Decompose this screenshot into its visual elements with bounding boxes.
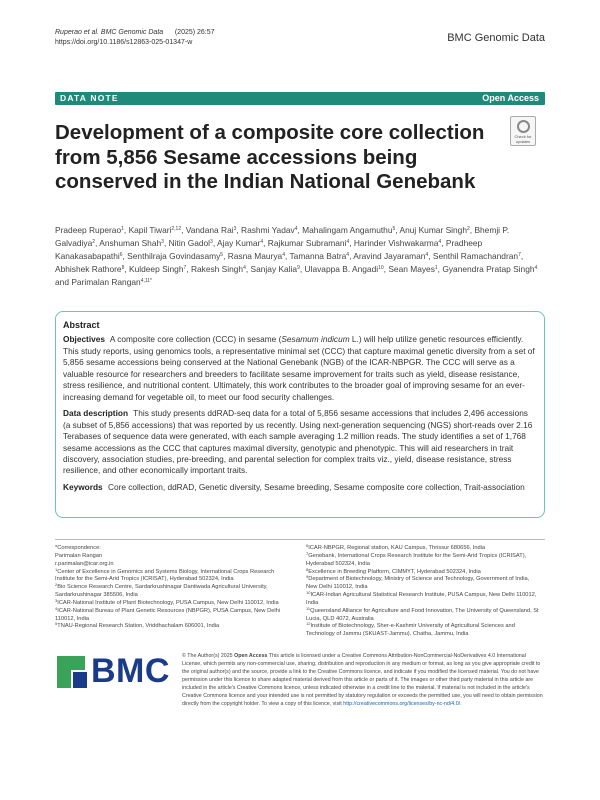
affiliation-note: $^6$ICAR-NBPGR, Regional station, KAU Campus, Thrissur 680656, India [306,543,486,551]
author-name[interactable]: Rashmi Yadav$^4$ [241,225,298,235]
objectives-text-pre: A composite core collection (CCC) in sesame ( [109,334,282,345]
author-name[interactable]: Ajay Kumar$^4$ [217,238,264,249]
author-affiliation-marker: 2 [467,226,470,232]
affiliation-note: $^8$Excellence in Breeding Platform, CIMMYT, Hyderabad 502324, India [306,566,481,575]
abstract-heading: Abstract [63,320,100,330]
affiliations-left-column [55,545,290,631]
author-affiliation-marker: 4 [438,239,442,246]
affiliation-note: $^9$Department of Biotechnology, Ministry of Science and Technology, Government of India, New Delhi 110012, India [306,574,530,591]
affiliation-number: 4 [55,605,58,611]
affiliation-note: $^4$ICAR-National Bureau of Plant Genetic Resources (NBPGR), PUSA Campus, New Delhi 110012, India [55,605,281,622]
affiliation-number: 10 [306,590,311,596]
check-updates-line2: updates [515,139,531,144]
license-link[interactable]: http://creativecommons.org/licenses/by-nc-nd/4.0/. [343,700,462,707]
footnote-divider [55,539,545,540]
affiliation-note: $^3$ICAR-National Institute of Plant Biotechnology, PUSA Campus, New Delhi 110012, India [55,597,279,606]
author-affiliation-marker: 5 [392,226,396,232]
author-affiliation-marker: 5 [220,252,224,259]
author-name[interactable]: Kapil Tiwari$^{2,12}$ [128,225,182,235]
author-name[interactable]: Abhishek Rathore$^8$ [55,264,125,275]
author-affiliation-marker: 1 [434,265,438,272]
affiliation-number: 8 [306,566,309,572]
bmc-logo-text: BMC [91,652,170,690]
check-for-updates-badge[interactable] [510,116,536,146]
affiliation-note: $^{12}$Institute of Biotechnology, Sher-e-Kashmir University of Agricultural Sciences and Technology of Jammu (SKUAST-Jammu), Chatha, Jammu, India [306,621,515,638]
keywords-text: Core collection, ddRAD, Genetic diversity, Sesame breeding, Sesame composite core collection, Trait-association [107,481,525,492]
objectives-label: Objectives [63,334,105,345]
author-name[interactable]: Sanjay Kalia$^9$ [250,264,300,275]
license-body: This article is licensed under a Creative Commons Attribution-NonCommercial-NoDerivatives 4.0 International License, which permits any non-commercial use, sharing, distribution and reproduction in any medium or format, as long as you give appropriate credit to the original author(s) and the source, provide a link to the Creative Commons licence, and indicate if you modified the licensed material. You do not have permission under this licence to share adapted material derived from this article or parts of it. The images or other third party material in this article are included in the article's Creative Commons licence, unless indicated otherwise in a credit line to the material. If material is not included in the article's Creative Commons licence and your intended use is not permitted by statutory regulation or exceeds the permitted use, you will need to obtain permission directly from the copyright holder. To view a copy of this licence, visit [182,653,543,707]
author-name[interactable]: Harinder Vishwakarma$^4$ [353,238,442,249]
author-affiliation-marker: 10 [378,265,384,272]
affiliation-note: $^7$Genebank, International Crops Research Institute for the Semi-Arid Tropics (ICRISAT), Hyderabad 502324, India [306,550,527,567]
author-affiliation-marker: 4 [346,252,350,259]
author-affiliation-marker: 4 [346,239,350,246]
author-name[interactable]: Mahalingam Angamuthu$^5$ [302,225,396,235]
license-open-access: Open Access [234,653,268,659]
affiliation-note: $^{11}$Queensland Alliance for Agriculture and Food Innovation, The University of Queensland, St Lucia, QLD 4072, Australia [306,605,539,622]
objectives-text-post: L.) will help utilize genetic resources efficiently. This study reports, using genomics tools, a representative minimal set (CCC) that capture maximal genetic diversity from a set of 5,856 sesame accessions being conserved at the National Genebank (NGB) of the ICAR-NBPGR. The CCC will serve as a valuable resource for researchers and breeders to facilitate sesame improvement for traits such as yield, disease resistance, stress resilience, and nutritional content. Ultimately, this work contributes to the broader goal of improving sesame for an ever-increasing demand for vegetable oil, to meet our food security challenges. [63,334,535,402]
author-name[interactable]: Nitin Gadol$^3$ [168,238,213,249]
author-affiliation-marker: 3 [161,239,164,246]
copyright-notice: © The Author(s) 2025 [182,653,233,659]
check-updates-line1: Check for [514,134,532,139]
author-affiliation-marker: 4 [243,265,246,272]
author-name[interactable]: Parimalan Rangan$^{4,11*}$ [71,277,152,288]
author-name[interactable]: Vandana Rai$^3$ [185,225,237,235]
author-name[interactable]: Sean Mayes$^1$ [388,264,438,275]
affiliations-right-column [306,545,541,639]
affiliation-number: 5 [55,621,58,627]
author-affiliation-marker: 4 [425,252,429,259]
author-name[interactable]: Rakesh Singh$^4$ [190,264,246,275]
author-affiliation-marker: 4 [294,226,298,232]
affiliation-number: 11 [306,605,311,611]
article-title: Development of a composite core collection from 5,856 Sesame accessions being conserved in the Indian National Genebank [55,121,485,193]
author-affiliation-marker: 4 [282,252,285,259]
objectives-paragraph [63,334,536,403]
author-name[interactable]: Pradeep Ruperao$^1$ [55,225,124,235]
check-updates-icon [517,120,530,133]
author-affiliation-marker: 8 [121,265,125,272]
open-access-label: Open Access [482,93,539,103]
affiliation-number: 1 [55,566,58,572]
journal-name: BMC Genomic Data [447,32,545,44]
affiliation-note: $^2$Bio Science Research Centre, Sardarkrushinagar Dantiwada Agricultural University, Sardarkrushinagar 385506, India [55,582,268,599]
keywords-paragraph [63,482,536,493]
affiliation-number: 7 [306,550,309,556]
author-name[interactable]: Pradheep Kanakasabapathi$^6$ [55,238,483,262]
article-type-label: DATA NOTE [60,93,119,103]
author-name[interactable]: Anuj Kumar Singh$^2$ [399,225,470,235]
author-name[interactable]: Rasna Maurya$^4$ [227,251,285,262]
affiliation-number: 6 [306,543,309,548]
data-description-text: This study presents ddRAD-seq data for a total of 5,856 sesame accessions that includes 2,496 accessions (a subset of 5,856 accessions) that was reported by us recently. Using next-generation sequencing (NGS) short-reads over 2.16 Terabases of sequence data were generated, with each sample averaging 1.2 million reads. The study identifies a set of 1,768 sesame accessions as the CCC that captures maximal diversity, genotypic and phenotypic. This will aid researchers in trait discovery, association studies, pre-breeding, and parental selection for complex traits viz., yield, disease resistance, stress resilience, and other economically important traits. [63,408,533,476]
license-text [182,653,545,709]
abstract-box [55,311,545,518]
author-name[interactable]: Aravind Jayaraman$^4$ [353,251,429,262]
author-affiliation-marker: 7 [183,265,187,272]
author-name[interactable]: Anshuman Shah$^3$ [99,238,164,249]
correspondence-line: *Correspondence: [55,545,101,551]
correspondence-line: r.parimalan@icar.org.in [55,560,114,567]
affiliation-note: $^5$TNAU-Regional Research Station, Vriddhachalam 606001, India [55,621,220,630]
author-name[interactable]: Gyanendra Pratap Singh$^4$ [442,264,538,275]
author-name[interactable]: Kuldeep Singh$^7$ [129,264,187,275]
correspondence-line: Parimalan Rangan [55,552,103,559]
doi-link[interactable]: https://doi.org/10.1186/s12863-025-01347-w [55,39,193,46]
author-name[interactable]: Bhemji P. Galvadiya$^2$ [55,225,510,249]
species-name: Sesamum indicum [281,334,350,345]
affiliation-number: 9 [306,574,309,580]
author-name[interactable]: Tamanna Batra$^4$ [289,251,350,262]
author-list: Pradeep Ruperao$^1$, Kapil Tiwari$^{2,12}$, Vandana Rai$^3$, Rashmi Yadav$^4$, Mahalingam Angamuthu$^5$, Anuj Kumar Singh$^2$, Bhemji P. Galvadiya$^2$, Anshuman Shah$^3$, Nitin Gadol$^3$, Ajay Kumar$^4$, Rajkumar Subramani$^4$, Harinder Vishwakarma$^4$, Pradheep Kanakasabapathi$^6$, Senthilraja Govindasamy$^5$, Rasna Maurya$^4$, Tamanna Batra$^4$, Aravind Jayaraman$^4$, Senthil Ramachandran$^7$, Abhishek Rathore$^8$, Kuldeep Singh$^7$, Rakesh Singh$^4$, Sanjay Kalia$^9$, Ulavappa B. Angadi$^{10}$, Sean Mayes$^1$, Gyanendra Pratap Singh$^4$ and Parimalan Rangan$^{4,11*}$ [55,225,538,288]
citation-journal: Ruperao et al. BMC Genomic Data [55,29,164,36]
author-affiliation-marker: 3 [210,239,213,246]
affiliation-number: 2 [55,582,58,588]
author-affiliation-marker: 4,11* [140,278,152,285]
author-name[interactable]: Senthilraja Govindasamy$^5$ [127,251,224,262]
author-affiliation-marker: 2 [92,239,96,246]
author-affiliation-marker: 1 [121,226,124,232]
affiliation-number: 12 [306,621,311,627]
affiliation-note: $^1$Center of Excellence in Genomics and Systems Biology, International Crops Research Institute for the Semi-Arid Tropics (ICRISAT), Hyderabad 502324, India [55,566,275,583]
citation-year: (2025) 26:57 [174,29,215,36]
author-affiliation-marker: 9 [297,265,300,272]
author-affiliation-marker: 4 [534,265,538,272]
data-description-label: Data description [63,408,129,419]
author-affiliation-marker: 7 [518,252,521,259]
keywords-label: Keywords [63,481,103,492]
author-affiliation-marker: 6 [119,252,123,259]
author-affiliation-marker: 2,12 [171,226,182,232]
author-name[interactable]: Ulavappa B. Angadi$^{10}$ [304,264,384,275]
author-name[interactable]: Rajkumar Subramani$^4$ [267,238,350,249]
affiliation-number: 3 [55,597,58,603]
affiliation-note: $^{10}$ICAR-Indian Agricultural Statistical Research Institute, PUSA Campus, New Delhi 110012, India [306,590,537,606]
data-description-paragraph [63,408,536,477]
author-affiliation-marker: 3 [233,226,237,232]
running-header [55,28,215,48]
article-type-banner [55,92,545,105]
author-name[interactable]: Senthil Ramachandran$^7$ [432,251,521,262]
author-affiliation-marker: 4 [260,239,264,246]
